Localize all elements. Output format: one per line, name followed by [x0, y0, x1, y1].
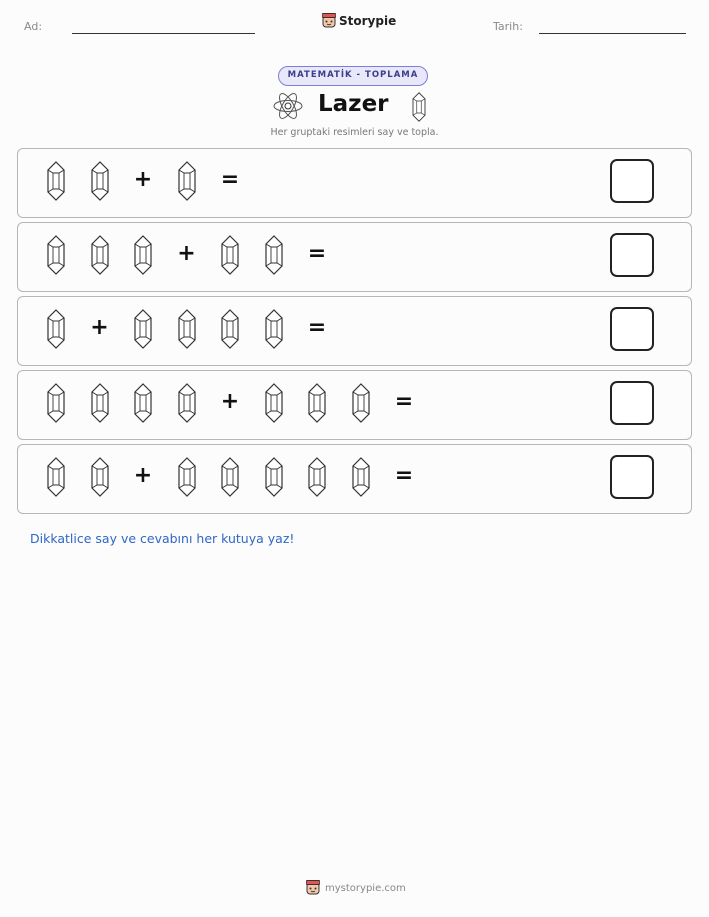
problem-row — [17, 444, 692, 514]
crystal-icon — [308, 457, 326, 497]
answer-box[interactable] — [610, 233, 654, 277]
crystal-icon — [412, 92, 426, 122]
crystal-icon — [178, 309, 196, 349]
crystal-icon — [91, 161, 109, 201]
problem-row — [17, 222, 692, 292]
equals-sign: = — [307, 315, 327, 340]
crystal-icon — [47, 457, 65, 497]
crystal-icon — [91, 383, 109, 423]
plus-sign: + — [177, 241, 196, 266]
equals-sign: = — [220, 167, 240, 192]
crystal-icon — [134, 309, 152, 349]
plus-sign: + — [220, 389, 240, 414]
plus-sign: + — [133, 167, 153, 192]
atom-icon — [272, 90, 304, 122]
brand-logo — [322, 13, 396, 29]
crystal-icon — [47, 235, 65, 275]
crystal-icon — [178, 161, 196, 201]
date-label: Tarih: — [493, 20, 523, 33]
answer-box[interactable] — [610, 307, 654, 351]
crystal-icon — [47, 383, 65, 423]
crystal-icon — [221, 457, 239, 497]
name-line[interactable] — [72, 33, 255, 34]
storypie-mascot-icon — [306, 880, 320, 896]
equals-sign: = — [394, 463, 414, 488]
answer-box[interactable] — [610, 455, 654, 499]
crystal-icon — [91, 235, 109, 275]
crystal-icon — [47, 309, 65, 349]
name-label: Ad: — [24, 20, 43, 33]
crystal-icon — [134, 235, 152, 275]
footer — [306, 880, 406, 896]
answer-box[interactable] — [610, 159, 654, 203]
crystal-icon — [265, 235, 283, 275]
crystal-icon — [352, 457, 370, 497]
category-tag: MATEMATİK - TOPLAMA — [278, 66, 428, 86]
problem-row — [17, 370, 692, 440]
brand-name: Storypie — [339, 14, 397, 28]
crystal-icon — [265, 309, 283, 349]
plus-sign: + — [90, 315, 109, 340]
crystal-icon — [134, 383, 152, 423]
crystal-icon — [47, 161, 65, 201]
answer-box[interactable] — [610, 381, 654, 425]
crystal-icon — [265, 383, 283, 423]
footer-url: mystorypie.com — [325, 882, 406, 894]
crystal-icon — [308, 383, 326, 423]
crystal-icon — [265, 457, 283, 497]
instructions: Her gruptaki resimleri say ve topla. — [270, 127, 439, 138]
crystal-icon — [352, 383, 370, 423]
crystal-icon — [178, 383, 196, 423]
crystal-icon — [178, 457, 196, 497]
crystal-icon — [221, 235, 239, 275]
date-line[interactable] — [539, 33, 686, 34]
hint-text: Dikkatlice say ve cevabını her kutuya yaz! — [30, 531, 295, 546]
crystal-icon — [91, 457, 109, 497]
crystal-icon — [221, 309, 239, 349]
problem-row — [17, 148, 692, 218]
equals-sign: = — [307, 241, 327, 266]
plus-sign: + — [133, 463, 153, 488]
problem-row — [17, 296, 692, 366]
equals-sign: = — [394, 389, 414, 414]
storypie-mascot-icon — [322, 13, 336, 29]
page-title: Lazer — [318, 91, 389, 117]
